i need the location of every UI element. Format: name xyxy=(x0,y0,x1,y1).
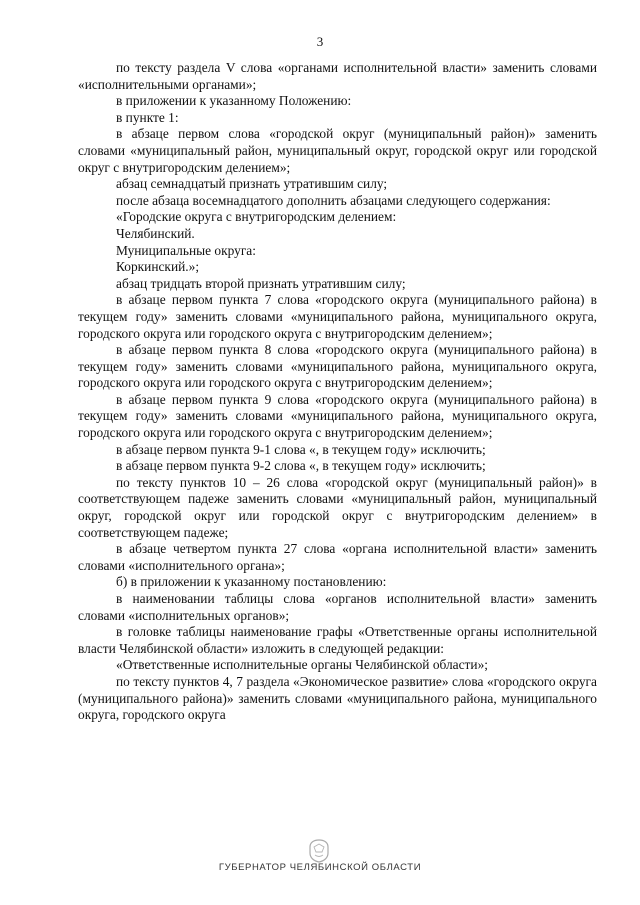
paragraph: Челябинский. xyxy=(116,225,195,241)
paragraph: в наименовании таблицы слова «органов исполнительной власти» заменить словами «исполнительных органов»; xyxy=(78,591,597,623)
document-body xyxy=(78,60,597,724)
coat-of-arms-seal-icon xyxy=(304,838,334,864)
paragraph: по тексту пунктов 10 – 26 слова «городской округ (муниципальный район)» в соответствующем падеже заменить словами «муниципальный район, муниципальный округ, городской округ или городской округ с внутригородским делением» в соответствующем падеже; xyxy=(78,474,597,540)
paragraph: абзац семнадцатый признать утратившим силу; xyxy=(116,176,388,192)
paragraph: «Городские округа с внутригородским делением: xyxy=(116,209,397,225)
paragraph: в абзаце первом пункта 9 слова «городского округа (муниципального района) в текущем году» заменить словами «муниципального района, муниципального округа, городского округа или городского округа с внутригородским делением»; xyxy=(78,391,597,441)
paragraph: Коркинский.»; xyxy=(116,259,200,275)
paragraph: в приложении к указанному Положению: xyxy=(116,93,352,109)
paragraph: в головке таблицы наименование графы «Ответственные органы исполнительной власти Челябинской области» изложить в следующей редакции: xyxy=(78,624,597,656)
paragraph: в абзаце первом пункта 9-1 слова «, в текущем году» исключить; xyxy=(116,441,486,457)
paragraph: абзац тридцать второй признать утратившим силу; xyxy=(116,275,406,291)
paragraph: в пункте 1: xyxy=(116,109,179,125)
paragraph: в абзаце четвертом пункта 27 слова «органа исполнительной власти» заменить словами «исполнительного органа»; xyxy=(78,541,597,573)
paragraph: в абзаце первом пункта 7 слова «городского округа (муниципального района) в текущем году» заменить словами «муниципального района, муниципального округа, городского округа или городского округа с внутригородским делением»; xyxy=(78,292,597,341)
paragraph: по тексту пунктов 4, 7 раздела «Экономическое развитие» слова «городского округа (муниципального района)» заменить словами «муниципального района, муниципального округа, городского округа xyxy=(78,673,597,723)
paragraph: в абзаце первом пункта 9-2 слова «, в текущем году» исключить; xyxy=(116,458,486,474)
paragraph: Муниципальные округа: xyxy=(116,242,256,258)
paragraph: в абзаце первом слова «городской округ (муниципальный район)» заменить словами «муниципальный район, муниципальный округ, городской округ или городской округ с внутригородским делением»; xyxy=(78,126,597,175)
page-number: 3 xyxy=(316,34,324,49)
paragraph: «Ответственные исполнительные органы Челябинской области»; xyxy=(116,657,488,673)
footer-governor-line: ГУБЕРНАТОР ЧЕЛЯБИНСКОЙ ОБЛАСТИ xyxy=(218,862,422,873)
paragraph: б) в приложении к указанному постановлению: xyxy=(116,574,387,590)
paragraph: по тексту раздела V слова «органами исполнительной власти» заменить словами «исполнительными органами»; xyxy=(78,60,597,92)
paragraph: после абзаца восемнадцатого дополнить абзацами следующего содержания: xyxy=(116,192,551,208)
paragraph: в абзаце первом пункта 8 слова «городского округа (муниципального района) в текущем году» заменить словами «муниципального района, муниципального округа, городского округа или городского округа с внутригородским делением»; xyxy=(78,342,597,391)
